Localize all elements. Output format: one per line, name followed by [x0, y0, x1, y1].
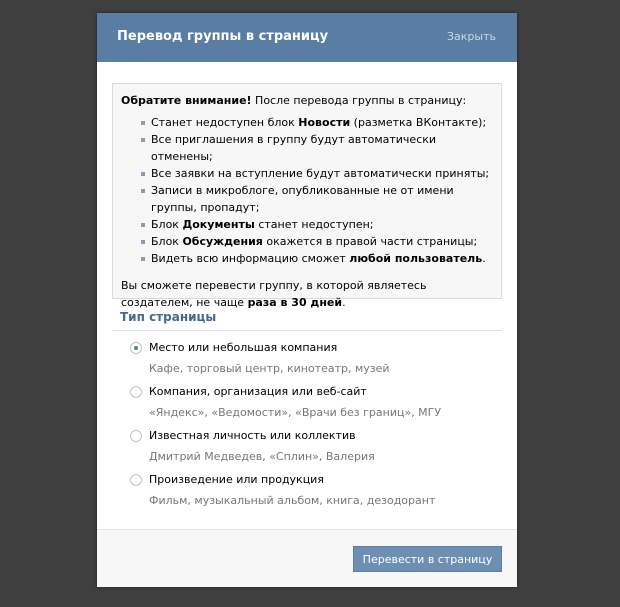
notice-item [141, 216, 493, 233]
bullet-icon [141, 138, 145, 142]
bullet-icon [141, 121, 145, 125]
notice-box [112, 83, 502, 309]
notice-list [121, 114, 493, 267]
option-description: «Яндекс», «Ведомости», «Врачи без границ», МГУ [149, 406, 442, 419]
option-description: Кафе, торговый центр, кинотеатр, музей [149, 362, 390, 375]
notice-item-text: станет недоступен; [254, 218, 374, 231]
option-description: Дмитрий Медведев, «Сплин», Валерия [149, 450, 375, 463]
notice-item-text: Все заявки на вступление будут автоматически приняты; [151, 167, 490, 180]
notice-item [141, 165, 493, 182]
notice-item [141, 114, 493, 131]
option-description: Фильм, музыкальный альбом, книга, дезодорант [149, 494, 436, 507]
section-divider [112, 330, 502, 331]
bullet-icon [141, 223, 145, 227]
bullet-icon [141, 172, 145, 176]
dialog-header [97, 13, 517, 62]
dialog-footer [97, 529, 517, 587]
notice-item-bold: Новости [298, 116, 351, 129]
notice-item-text: Все приглашения в группу будут автоматически отменены; [151, 133, 437, 163]
notice-item [141, 250, 493, 267]
option-label[interactable]: Место или небольшая компания [149, 341, 338, 354]
page-type-option[interactable] [130, 385, 500, 429]
notice-item-bold: любой пользователь [349, 252, 483, 265]
notice-item [141, 131, 493, 165]
notice-intro-text: После перевода группы в страницу: [251, 94, 467, 107]
notice-item-text: (разметка ВКонтакте); [350, 116, 487, 129]
radio-button[interactable] [130, 474, 142, 486]
notice-item-text: Станет недоступен блок [151, 116, 299, 129]
notice-footer-bold: раза в 30 дней [247, 296, 343, 309]
radio-button[interactable] [130, 430, 142, 442]
option-label[interactable]: Компания, организация или веб-сайт [149, 385, 367, 398]
transfer-dialog [97, 13, 517, 587]
page-type-title: Тип страницы [120, 310, 217, 324]
notice-item-text: Блок [151, 235, 183, 248]
notice-item-bold: Обсуждения [182, 235, 263, 248]
notice-item [141, 233, 493, 250]
notice-footer [121, 277, 493, 311]
page-type-options [130, 341, 500, 517]
notice-item-bold: Документы [182, 218, 255, 231]
option-label[interactable]: Произведение или продукция [149, 473, 324, 486]
close-link[interactable]: Закрыть [447, 30, 496, 43]
notice-item-text: Записи в микроблоге, опубликованные не от имени группы, пропадут; [151, 184, 454, 214]
page-type-option[interactable] [130, 429, 500, 473]
notice-item-text: Блок [151, 218, 183, 231]
radio-button-checked[interactable] [130, 342, 142, 354]
page-type-option[interactable] [130, 341, 500, 385]
bullet-icon [141, 257, 145, 261]
notice-intro-bold: Обратите внимание! [121, 94, 252, 107]
notice-item-text: . [482, 252, 486, 265]
notice-intro [121, 92, 493, 109]
page-type-option[interactable] [130, 473, 500, 517]
bullet-icon [141, 189, 145, 193]
bullet-icon [141, 240, 145, 244]
notice-footer-text: Вы сможете перевести группу, в которой являетесь создателем, не чаще [121, 279, 427, 309]
notice-item-text: Видеть всю информацию сможет [151, 252, 350, 265]
convert-to-page-button[interactable]: Перевести в страницу [353, 546, 502, 572]
option-label[interactable]: Известная личность или коллектив [149, 429, 356, 442]
dialog-title: Перевод группы в страницу [117, 29, 329, 44]
notice-item [141, 182, 493, 216]
notice-footer-end: . [342, 296, 346, 309]
notice-item-text: окажется в правой части страницы; [262, 235, 478, 248]
radio-button[interactable] [130, 386, 142, 398]
